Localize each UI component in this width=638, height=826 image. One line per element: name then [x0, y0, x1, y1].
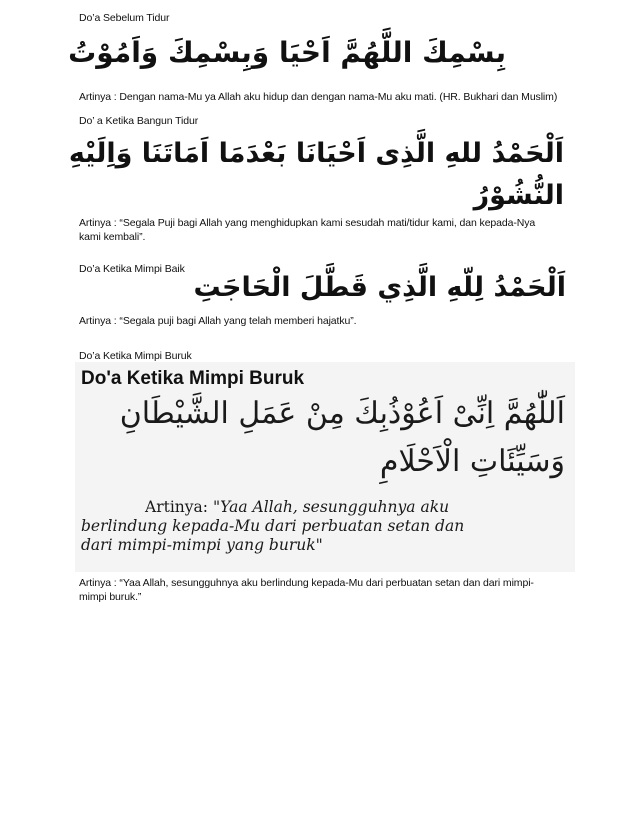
meaning-wake-up-line-1: Artinya : “Segala Puji bagi Allah yang menghidupkan kami sesudah mati/tidur kami, dan kepada-Nya	[79, 217, 536, 229]
arabic-prayer-wake-up-line-2: النُّشُوْرُ	[473, 180, 564, 211]
section-title-wake-up: Do’ a Ketika Bangun Tidur	[79, 115, 199, 127]
image-title: Do'a Ketika Mimpi Buruk	[81, 368, 305, 389]
meaning-good-dream: Artinya : “Segala puji bagi Allah yang telah memberi hajatku”.	[79, 315, 357, 327]
meaning-bad-dream-line-1: Artinya : “Yaa Allah, sesungguhnya aku berlindung kepada-Mu dari perbuatan setan dan dari mimpi-	[79, 577, 534, 589]
section-title-bad-dream: Do’a Ketika Mimpi Buruk	[79, 350, 192, 362]
image-arabic-line-1: اَللّٰهُمَّ اِنِّىْ اَعُوْذُبِكَ مِنْ عَمَلِ الشَّيْطَانِ	[119, 396, 565, 431]
section-title-before-sleep: Do’a Sebelum Tidur	[79, 12, 170, 24]
image-artinya-line-3: dari mimpi-mimpi yang buruk"	[81, 536, 323, 554]
arabic-prayer-before-sleep: بِسْمِكَ اللَّهُمَّ اَحْيَا وَبِسْمِكَ وَاَمُوْتُ	[68, 36, 506, 69]
image-artinya-text-1: "Yaa Allah, sesungguhnya aku	[212, 498, 450, 516]
arabic-prayer-wake-up-line-1: اَلْحَمْدُ للهِ الَّذِى اَحْيَانَا بَعْدَمَا اَمَاتَنَا وَاِلَيْهِ	[68, 138, 564, 169]
image-arabic-line-2: وَسَيِّئَاتِ الْاَحْلَامِ	[379, 444, 565, 479]
section-title-good-dream: Do’a Ketika Mimpi Baik	[79, 263, 185, 275]
arabic-prayer-good-dream: اَلْحَمْدُ لِلّهِ الَّذِي قَطَّلَ الْحَاجَتِ	[193, 272, 566, 303]
image-artinya-line-2: berlindung kepada-Mu dari perbuatan setan dan	[81, 517, 465, 535]
meaning-wake-up-line-2: kami kembali”.	[79, 231, 146, 243]
meaning-before-sleep: Artinya : Dengan nama-Mu ya Allah aku hidup dan dengan nama-Mu aku mati. (HR. Bukhari dan Muslim)	[79, 91, 558, 103]
image-artinya-label: Artinya:	[145, 498, 208, 516]
meaning-bad-dream-line-2: mimpi buruk.”	[79, 591, 142, 603]
image-artinya-line-1	[145, 498, 449, 516]
bad-dream-prayer-image	[75, 362, 575, 572]
